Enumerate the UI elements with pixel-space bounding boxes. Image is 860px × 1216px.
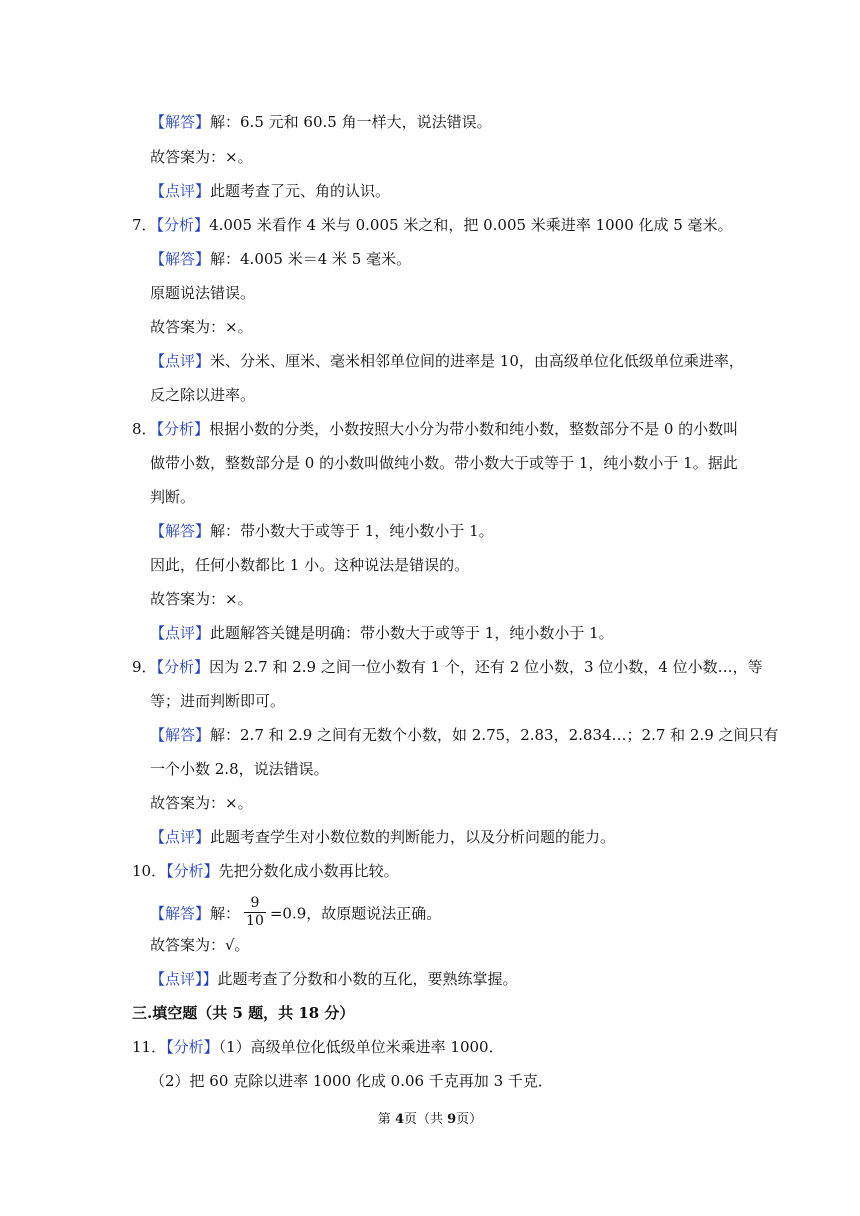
q10-comment: 此题考查了分数和小数的互化，要熟练掌握。 (217, 970, 518, 988)
q8-number: 8． (132, 420, 157, 438)
footer-page-number: 4 (394, 1112, 404, 1127)
q7-comment-1: 米、分米、厘米、毫米相邻单位间的进率是 10，由高级单位化低级单位乘进率， (210, 352, 744, 370)
q7-result: 故答案为：×。 (150, 318, 253, 336)
q11-number: 11． (132, 1038, 167, 1056)
footer-mid: 页（共 (403, 1112, 448, 1127)
q7-analysis: 4.005 米看作 4 米与 0.005 米之和，把 0.005 米乘进率 1000 化成 5 毫米。 (209, 216, 733, 234)
q10-comment-line (150, 969, 518, 989)
q10-answer-prefix: 解： (210, 904, 241, 923)
answer-tag: 【解答】 (150, 522, 211, 540)
analysis-tag: 【分析】 (156, 658, 210, 676)
q7-comment-line-2 (150, 385, 255, 405)
q6-comment: 此题考查了元、角的认识。 (210, 182, 391, 200)
answer-tag: 【解答】 (150, 726, 211, 744)
q7-answer-2: 原题说法错误。 (150, 284, 256, 302)
q8-answer: 解：带小数大于或等于 1，纯小数小于 1。 (210, 522, 494, 540)
q7-analysis-line (132, 215, 733, 235)
section-3-title: 三.填空题（共 5 题，共 18 分） (132, 1004, 355, 1022)
comment-tag: 【点评】】 (150, 970, 218, 988)
fraction-numerator: 9 (250, 895, 260, 911)
q11-analysis-line-2 (150, 1071, 553, 1091)
q10-analysis: 先把分数化成小数再比较。 (218, 862, 399, 880)
q7-result-line (150, 317, 253, 337)
q7-comment-2: 反之除以进率。 (150, 386, 256, 404)
q9-analysis-line (132, 657, 763, 677)
q8-result-line (150, 589, 253, 609)
q9-answer-line (150, 725, 779, 745)
q9-answer-1: 解：2.7 和 2.9 之间有无数个小数，如 2.75，2.83，2.834…；2.7 和 2.9 之间只有 (210, 726, 779, 744)
q7-answer: 解：4.005 米＝4 米 5 毫米。 (210, 250, 412, 268)
q11-analysis-2: （2）把 60 克除以进率 1000 化成 0.06 千克再加 3 千克． (150, 1072, 553, 1090)
q8-analysis-2: 做带小数，整数部分是 0 的小数叫做纯小数。带小数大于或等于 1，纯小数小于 1。据此 (150, 454, 738, 472)
q9-result: 故答案为：×。 (150, 794, 253, 812)
q8-comment-line (150, 623, 614, 643)
q8-analysis-line-3 (150, 487, 195, 507)
q8-analysis-line-2 (150, 453, 738, 473)
q8-analysis-line (132, 419, 738, 439)
analysis-tag: 【分析】 (166, 1038, 219, 1056)
q7-answer-line-2 (150, 283, 255, 303)
page-footer (0, 1111, 860, 1129)
q10-analysis-line (132, 861, 399, 881)
comment-tag: 【点评】 (150, 624, 211, 642)
q7-number: 7． (132, 216, 157, 234)
q6-comment-line (150, 181, 390, 201)
q9-answer-2: 一个小数 2.8，说法错误。 (150, 760, 329, 778)
q6-answer-line (150, 112, 492, 132)
q10-result: 故答案为：√。 (150, 936, 250, 954)
q6-answer: 解：6.5 元和 60.5 角一样大，说法错误。 (210, 113, 492, 131)
fraction-9-10 (244, 895, 266, 930)
answer-tag: 【解答】 (150, 904, 211, 923)
q6-result: 故答案为：×。 (150, 148, 253, 166)
q7-comment-line (150, 351, 744, 371)
q9-analysis-line-2 (150, 691, 285, 711)
q9-number: 9． (132, 658, 157, 676)
q9-result-line (150, 793, 253, 813)
analysis-tag: 【分析】 (166, 862, 219, 880)
footer-total-pages: 9 (447, 1112, 457, 1127)
q11-analysis-line (132, 1037, 504, 1057)
q8-comment: 此题解答关键是明确：带小数大于或等于 1，纯小数小于 1。 (210, 624, 614, 642)
q8-answer-2: 因此，任何小数都比 1 小。这种说法是错误的。 (150, 556, 470, 574)
footer-suffix: 页） (456, 1112, 483, 1127)
q9-analysis-1: 因为 2.7 和 2.9 之间一位小数有 1 个，还有 2 位小数，3 位小数，4 位小数…，等 (209, 658, 763, 676)
q8-result: 故答案为：×。 (150, 590, 253, 608)
q9-comment-line (150, 827, 615, 847)
analysis-tag: 【分析】 (156, 420, 210, 438)
q10-result-line (150, 935, 250, 955)
q10-number: 10． (132, 862, 167, 880)
answer-tag: 【解答】 (150, 250, 211, 268)
q9-answer-line-2 (150, 759, 329, 779)
answer-tag: 【解答】 (150, 113, 211, 131)
q10-answer-suffix: =0.9，故原题说法正确。 (269, 904, 442, 923)
q9-analysis-2: 等；进而判断即可。 (150, 692, 286, 710)
footer-prefix: 第 (377, 1112, 395, 1127)
q10-answer-line (150, 897, 441, 932)
fraction-denominator: 10 (246, 913, 264, 929)
comment-tag: 【点评】 (150, 828, 211, 846)
q6-result-line (150, 147, 253, 167)
q8-analysis-1: 根据小数的分类，小数按照大小分为带小数和纯小数，整数部分不是 0 的小数叫 (209, 420, 739, 438)
analysis-tag: 【分析】 (156, 216, 210, 234)
q8-answer-line-2 (150, 555, 469, 575)
q9-comment: 此题考查学生对小数位数的判断能力，以及分析问题的能力。 (210, 828, 616, 846)
comment-tag: 【点评】 (150, 352, 211, 370)
q8-answer-line (150, 521, 494, 541)
q7-answer-line (150, 249, 411, 269)
comment-tag: 【点评】 (150, 182, 211, 200)
q8-analysis-3: 判断。 (150, 488, 196, 506)
q11-analysis-1: （1）高级单位化低级单位米乘进率 1000． (218, 1038, 504, 1056)
